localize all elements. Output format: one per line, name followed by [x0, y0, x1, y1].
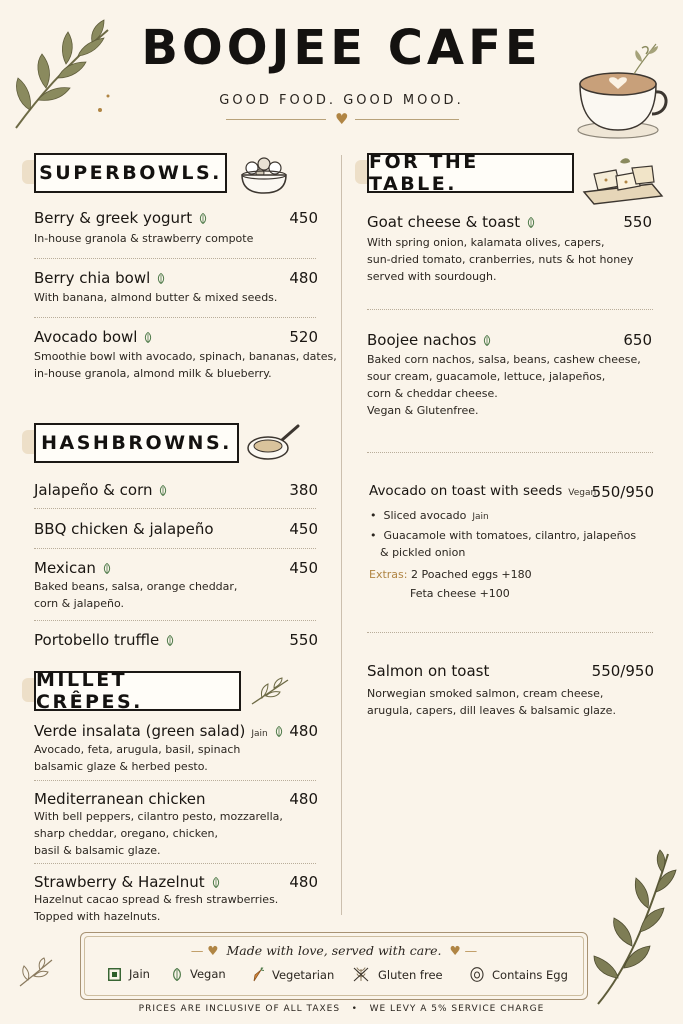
- item-name: Verde insalata (green salad) Jain: [34, 722, 283, 740]
- heart-icon: ♥ —: [441, 943, 478, 958]
- pan-icon: [246, 422, 302, 464]
- footer-separator: •: [351, 1004, 358, 1014]
- item-name: Berry chia bowl: [34, 269, 165, 287]
- bullet-dot: •: [370, 529, 384, 542]
- tagline-rule-right: [355, 119, 459, 120]
- vegan-leaf-icon: [212, 877, 220, 888]
- desc-line: basil & balsamic glaze.: [34, 844, 161, 857]
- item-price: 550: [623, 213, 652, 231]
- legend-label: Jain: [129, 967, 150, 981]
- legend-label: Vegan: [190, 967, 226, 981]
- tagline-rule-left: [226, 119, 326, 120]
- desc-line: in-house granola, almond milk & blueberry.: [34, 367, 272, 380]
- column-divider: [341, 155, 342, 915]
- item-divider: [34, 620, 316, 621]
- item-description: In-house granola & strawberry compote: [34, 232, 254, 245]
- desc-line: Smoothie bowl with avocado, spinach, bananas, dates,: [34, 350, 337, 363]
- bullet-text: Sliced avocado: [383, 509, 467, 522]
- bullet-text: & pickled onion: [380, 546, 466, 559]
- item-name: Berry & greek yogurt: [34, 209, 207, 227]
- item-name: BBQ chicken & jalapeño: [34, 520, 214, 538]
- vegan-leaf-icon: [527, 217, 535, 228]
- legend-contains-egg: [470, 967, 568, 982]
- footer-note: [0, 1004, 683, 1014]
- heart-icon: — ♥: [190, 943, 227, 958]
- desc-line: corn & jalapeño.: [34, 597, 124, 610]
- item-divider: [34, 317, 316, 318]
- item-price: 480: [289, 269, 318, 287]
- item-divider: [34, 780, 316, 781]
- item-name: Mediterranean chicken: [34, 790, 206, 808]
- desc-line: served with sourdough.: [367, 270, 497, 283]
- motto-text: Made with love, served with care.: [226, 943, 442, 958]
- desc-line: Avocado, feta, arugula, basil, spinach: [34, 743, 241, 756]
- bullet-dot: •: [370, 509, 384, 522]
- vegan-leaf-icon: [172, 968, 182, 981]
- item-name: Boojee nachos: [367, 331, 491, 349]
- small-sprig-icon: [16, 956, 56, 990]
- desc-line: With spring onion, kalamata olives, capers,: [367, 236, 605, 249]
- extras-item: 2 Poached eggs +180: [410, 568, 532, 581]
- item-price: 550: [289, 631, 318, 649]
- item-price: 480: [289, 790, 318, 808]
- jain-square-icon: [108, 968, 121, 981]
- tagline: GOOD FOOD. GOOD MOOD.: [219, 93, 464, 108]
- item-description: [367, 685, 616, 719]
- item-divider: [367, 309, 653, 310]
- bullet-item: [370, 527, 636, 561]
- item-description: [34, 808, 283, 859]
- item-name: Goat cheese & toast: [367, 213, 535, 231]
- cafe-title: BOOJEE CAFE: [141, 20, 542, 76]
- vegan-leaf-icon: [483, 335, 491, 346]
- item-name: Avocado bowl: [34, 328, 152, 346]
- item-description: [367, 234, 633, 285]
- item-price: 550/950: [591, 662, 654, 680]
- footer-taxes: PRICES ARE INCLUSIVE OF ALL TAXES: [138, 1004, 341, 1014]
- olive-branch-icon: [588, 848, 678, 1008]
- section-title-hashbrowns: HASHBROWNS.: [34, 423, 239, 463]
- item-description: [34, 891, 278, 925]
- legend-vegan: [172, 967, 226, 981]
- extras-label: Extras:: [369, 568, 408, 581]
- desc-line: Hazelnut cacao spread & fresh strawberries.: [34, 893, 279, 906]
- item-name: Strawberry & Hazelnut: [34, 873, 220, 891]
- legend-label: Contains Egg: [492, 967, 568, 982]
- item-price: 480: [289, 722, 318, 740]
- footer-service-charge: WE LEVY A 5% SERVICE CHARGE: [369, 1004, 545, 1014]
- item-name: Jalapeño & corn: [34, 481, 167, 499]
- item-name: Mexican: [34, 559, 111, 577]
- desc-line: Baked beans, salsa, orange cheddar,: [34, 580, 238, 593]
- item-price: 380: [289, 481, 318, 499]
- desc-line: sharp cheddar, oregano, chicken,: [34, 827, 218, 840]
- item-price: 450: [289, 520, 318, 538]
- item-divider: [34, 258, 316, 259]
- legend-vegetarian: [252, 967, 334, 982]
- item-price: 480: [289, 873, 318, 891]
- vegan-tag: Vegan: [568, 488, 597, 498]
- item-divider: [34, 508, 316, 509]
- vegan-leaf-icon: [199, 213, 207, 224]
- item-divider: [367, 452, 653, 453]
- item-price: 650: [623, 331, 652, 349]
- desc-line: sour cream, guacamole, lettuce, jalapeños,: [367, 370, 606, 383]
- item-name: Portobello truffle: [34, 631, 174, 649]
- wheat-crossed-icon: [352, 967, 370, 982]
- coffee-cup-icon: [570, 40, 678, 144]
- carrot-icon: [252, 967, 264, 982]
- desc-line: Baked corn nachos, salsa, beans, cashew cheese,: [367, 353, 641, 366]
- item-price: 550/950: [591, 483, 654, 501]
- desc-line: sun-dried tomato, cranberries, nuts & hot honey: [367, 253, 634, 266]
- vegan-leaf-icon: [159, 485, 167, 496]
- desc-line: balsamic glaze & herbed pesto.: [34, 760, 208, 773]
- section-title-superbowls: SUPERBOWLS.: [34, 153, 227, 193]
- heart-icon: ♥: [335, 110, 349, 128]
- item-divider: [367, 632, 653, 633]
- item-name: Salmon on toast: [367, 662, 490, 680]
- item-description: [34, 348, 337, 382]
- jain-tag: Jain: [472, 512, 489, 522]
- item-description: With banana, almond butter & mixed seeds.: [34, 291, 278, 304]
- item-price: 450: [289, 209, 318, 227]
- legend-motto: [84, 943, 584, 958]
- bullet-text: Guacamole with tomatoes, cilantro, jalapeños: [383, 529, 637, 542]
- bullet-item: [370, 507, 489, 526]
- section-title-table: FOR THE TABLE.: [367, 153, 574, 193]
- bowl-icon: [238, 155, 290, 195]
- item-description: [34, 741, 240, 775]
- vegan-leaf-icon: [103, 563, 111, 574]
- sprig-small-icon: [630, 40, 660, 76]
- desc-line: Vegan & Glutenfree.: [367, 404, 479, 417]
- item-price: 450: [289, 559, 318, 577]
- legend-gluten-free: [352, 967, 443, 982]
- vegan-leaf-icon: [144, 332, 152, 343]
- vegan-leaf-icon: [166, 635, 174, 646]
- legend-label: Gluten free: [378, 967, 443, 982]
- desc-line: Norwegian smoked salmon, cream cheese,: [367, 687, 604, 700]
- vegan-leaf-icon: [157, 273, 165, 284]
- item-divider: [34, 863, 316, 864]
- extras: [369, 566, 532, 583]
- cheese-board-icon: [580, 152, 666, 208]
- desc-line: corn & cheddar cheese.: [367, 387, 498, 400]
- item-price: 520: [289, 328, 318, 346]
- legend-label: Vegetarian: [272, 967, 335, 982]
- section-title-crepes: MILLET CRÊPES.: [34, 671, 241, 711]
- egg-icon: [470, 967, 484, 982]
- desc-line: arugula, capers, dill leaves & balsamic glaze.: [367, 704, 616, 717]
- item-divider: [34, 548, 316, 549]
- item-name: Avocado on toast with seeds Vegan: [369, 483, 597, 499]
- desc-line: Topped with hazelnuts.: [34, 910, 161, 923]
- item-description: [34, 578, 237, 612]
- desc-line: With bell peppers, cilantro pesto, mozzarella,: [34, 810, 283, 823]
- legend-jain: [108, 967, 150, 981]
- extras-item: Feta cheese +100: [410, 587, 510, 600]
- item-description: [367, 351, 641, 419]
- jain-tag: Jain: [251, 729, 268, 739]
- herb-sprig-icon: [250, 676, 290, 706]
